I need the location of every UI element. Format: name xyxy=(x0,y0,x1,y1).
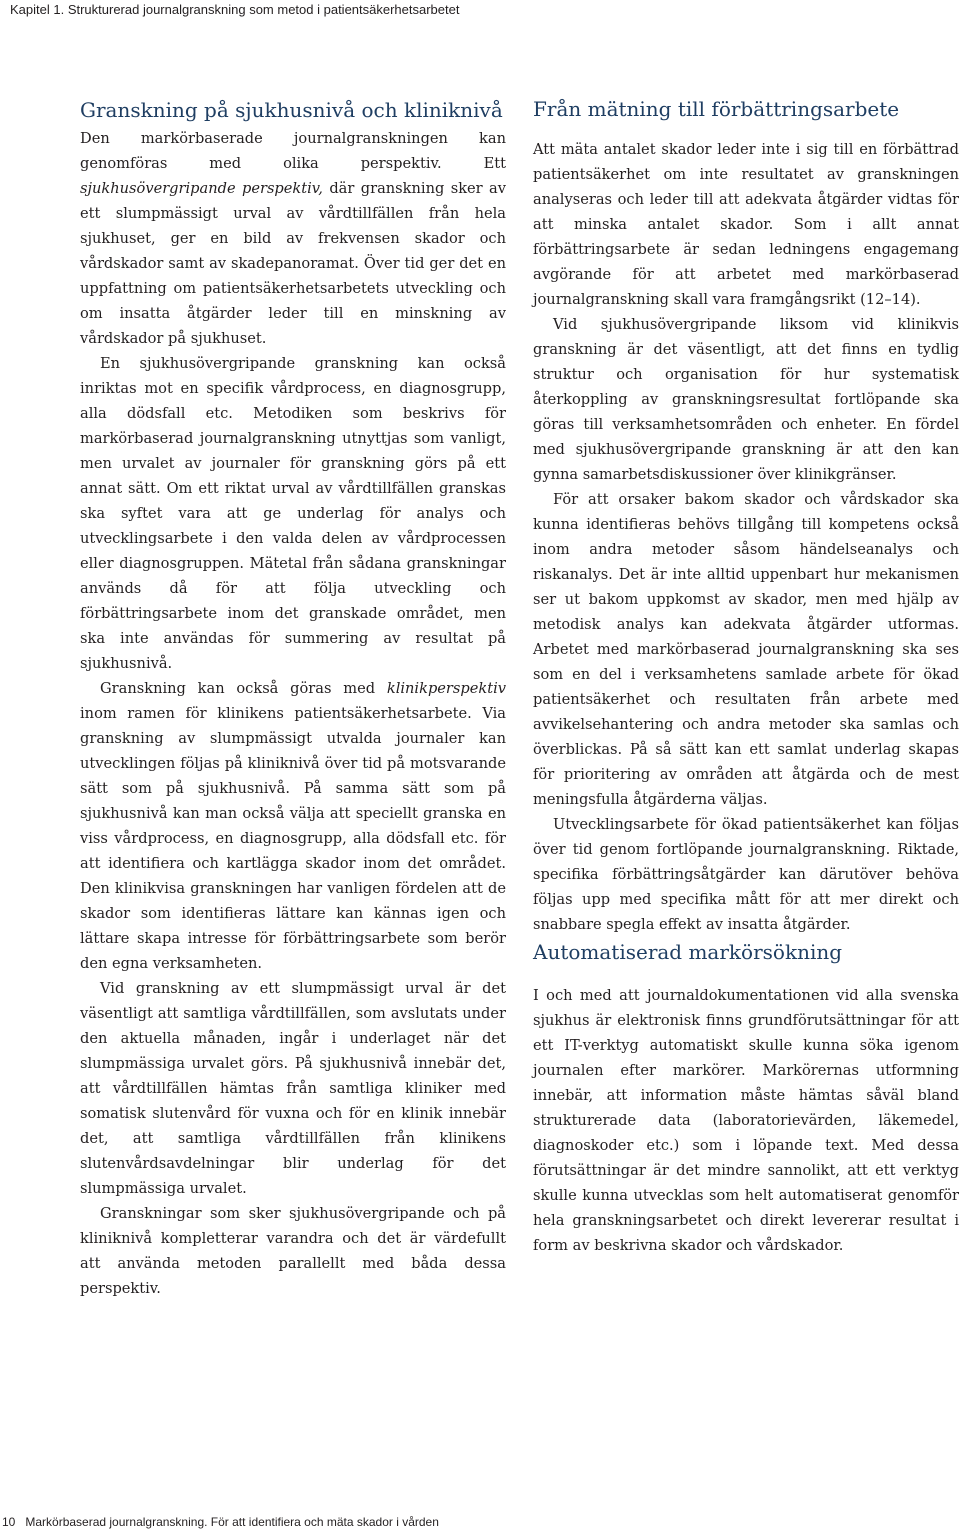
paragraph: I och med att journaldokumentationen vid alla svenska sjukhus är elektronisk finns grundförutsättningar för att ett IT-verktyg automatiskt skulle kunna söka igenom journalen efter markörer. Markörernas utformning innebär, att information måste hämtas såväl bland strukturerade data (laboratorievärden, läkemedel, diagnoskoder etc.) som i löpande text. Med dessa förutsättningar är det mindre sannolikt, att ett verktyg skulle kunna utvecklas som helt automatiserat genomför hela granskningsarbetet och direkt levererar resultat i form av beskrivna skador och vårdskador. xyxy=(533,987,959,1254)
paragraph: Att mäta antalet skador leder inte i sig till en förbättrad patientsäkerhet om inte resultatet av granskningen analyseras och leder till att adekvata åtgärder vidtas för att minska antalet skador. Som i allt annat förbättringsarbete är sedan ledningens engagemang avgörande för att arbetet med markörbaserad journalgranskning skall vara framgångsrikt (12–14). xyxy=(533,141,959,308)
paragraph: Granskningar som sker sjukhusövergripande och på kliniknivå kompletterar varandra och det är värdefullt att använda metoden parallellt med båda dessa perspektiv. xyxy=(80,1205,506,1297)
right-column xyxy=(533,94,959,1258)
paragraph: Vid granskning av ett slumpmässigt urval är det väsentligt att samtliga vårdtillfällen, som avslutats under den aktuella månaden, ingår i underlaget när det slumpmässiga urvalet görs. På sjukhusnivå innebär det, att vårdtillfällen hämtas från samtliga kliniker med somatisk slutenvård för vuxna och för en klinik innebär det, att samtliga vårdtillfällen från klinikens slutenvårdsavdelningar blir underlag för det slumpmässiga urvalet. xyxy=(80,980,506,1197)
running-header: Kapitel 1. Strukturerad journalgranskning som metod i patientsäkerhetsarbetet xyxy=(10,2,460,17)
section-heading-measurement-to-improvement: Från mätning till förbättringsarbete xyxy=(533,97,900,121)
page-footer xyxy=(2,1515,439,1529)
section-heading-hospital-clinic-level: Granskning på sjukhusnivå och kliniknivå xyxy=(80,98,503,122)
section-heading-automated-marker-search: Automatiserad markörsökning xyxy=(533,940,843,964)
paragraph: En sjukhusövergripande granskning kan också inriktas mot en specifik vårdprocess, en diagnosgrupp, alla dödsfall etc. Metodiken som beskrivs för markörbaserad journalgranskning utnyttjas som vanligt, men urvalet av journaler för granskning görs på ett annat sätt. Om ett riktat urval av vårdtillfällen granskas ska syftet vara att ge underlag för analys och utvecklingsarbete i den valda delen av vårdprocessen eller diagnosgruppen. Mätetal från sådana granskningar används då för att följa utveckling och förbättringsarbete inom det granskade området, men ska inte användas för summering av resultat på sjukhusnivå. xyxy=(80,355,506,672)
paragraph: Den markörbaserade journalgranskningen kan genomföras med olika perspektiv. Ett sjukhusövergripande perspektiv, där granskning sker av ett slumpmässigt urval av vårdtillfällen från hela sjukhuset, ger en bild av frekvensen skador och vårdskador samt av skadepanoramat. Över tid ger det en uppfattning om patientsäkerhetsarbetets utveckling och om insatta åtgärder leder till en minskning av vårdskador på sjukhuset. xyxy=(80,130,506,347)
paragraph: Vid sjukhusövergripande liksom vid klinikvis granskning är det väsentligt, att det finns en tydlig struktur och organisation för hur systematisk återkoppling av granskningsresultat fortlöpande ska göras till verksamhetsområden och enheter. En fördel med sjukhusövergripande granskning är att den kan gynna samarbetsdiskussioner över klinikgränser. xyxy=(533,316,959,483)
paragraph: För att orsaker bakom skador och vårdskador ska kunna identifieras behövs tillgång till kompetens också inom andra metoder såsom händelseanalys och riskanalys. Det är inte alltid uppenbart hur mekanismen ser ut bakom uppkomst av skador, men med hjälp av metodisk analys kan adekvata åtgärder utformas. Arbetet med markörbaserad journalgranskning ska ses som en del i verksamhetens samlade arbete för ökad patientsäkerhet och resultaten från arbete med avvikelsehantering och andra metoder ska samlas och överblickas. På så sätt kan ett samlat underlag skapas för prioritering av områden att åtgärda och de mest meningsfulla åtgärderna väljas. xyxy=(533,491,959,808)
page-number: 10 xyxy=(2,1515,16,1529)
left-column xyxy=(80,94,506,1301)
publication-title: Markörbaserad journalgranskning. För att identifiera och mäta skador i vården xyxy=(25,1515,439,1529)
paragraph: Granskning kan också göras med klinikperspektiv inom ramen för klinikens patientsäkerhetsarbete. Via granskning av slumpmässigt utvalda journaler kan utvecklingen följas på kliniknivå över tid på motsvarande sätt som på sjukhusnivå. På samma sätt som på sjukhusnivå kan man också välja att speciellt granska en viss vårdprocess, en diagnosgrupp, alla dödsfall etc. för att identifiera och kartlägga skador inom det området. Den klinikvisa granskningen har vanligen fördelen att de skador som identifieras lättare kan kännas igen och lättare skapa intresse för förbättringsarbete som berör den egna verksamheten. xyxy=(80,680,506,972)
paragraph: Utvecklingsarbete för ökad patientsäkerhet kan följas över tid genom fortlöpande journalgranskning. Riktade, specifika förbättringsåtgärder kan därutöver behöva följas upp med specifika mått för att mer direkt och snabbare spegla effekt av insatta åtgärder. xyxy=(533,816,959,933)
